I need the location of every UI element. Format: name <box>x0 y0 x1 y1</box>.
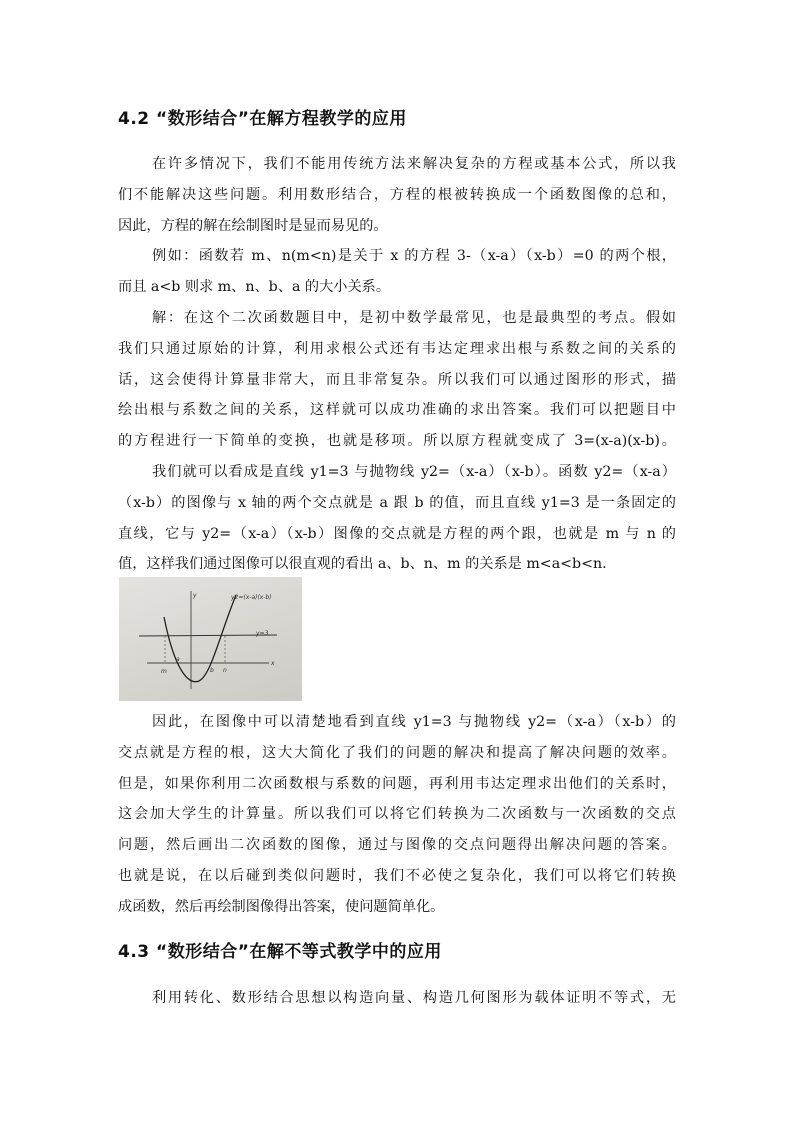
paragraph-line: 因此，在图像中可以清楚地看到直线 y1=3 与抛物线 y2=（x-a）（x-b）的 <box>152 714 676 730</box>
paragraph-line: （x-b）的图像与 x 轴的两个交点就是 a 跟 b 的值，而且直线 y1=3 是一条固定的 <box>118 495 676 511</box>
a-label: a <box>176 656 180 663</box>
section-heading-4-3: 4.3 “数形结合”在解不等式教学中的应用 <box>118 942 442 962</box>
paragraph-line: 解：在这个二次函数题目中，是初中数学最常见，也是最典型的考点。假如 <box>152 310 676 326</box>
paragraph-line: 交点就是方程的根，这大大简化了我们的问题的解决和提高了解决问题的效率。 <box>118 745 676 761</box>
b-label: b <box>210 667 214 674</box>
paragraph-line: 这会加大学生的计算量。所以我们可以将它们转换为二次函数与一次函数的交点 <box>118 806 676 822</box>
hand-drawn-graph-image <box>119 577 302 701</box>
paragraph-line: 我们就可以看成是直线 y1=3 与抛物线 y2=（x-a）（x-b）。函数 y2=（x-a） <box>152 464 676 480</box>
paragraph-line: 成函数，然后再绘制图像得出答案，使问题简单化。 <box>118 899 445 915</box>
paragraph-line: 而且 a<b 则求 m、n、b、a 的大小关系。 <box>118 279 391 295</box>
paragraph-line: 问题，然后画出二次函数的图像，通过与图像的交点问题得出解决问题的答案。 <box>118 837 676 853</box>
paragraph-line: 因此，方程的解在绘制图时是显而易见的。 <box>118 218 388 234</box>
paragraph-line: 话，这会使得计算量非常大，而且非常复杂。所以我们可以通过图形的形式，描 <box>118 372 676 388</box>
paragraph-line: 例如：函数若 m、n(m<n)是关于 x 的方程 3-（x-a）（x-b）=0 的两个根， <box>152 248 676 264</box>
paragraph-line: 直线，它与 y2=（x-a）（x-b）图像的交点就是方程的两个跟，也就是 m 与 n 的 <box>118 526 676 542</box>
paragraph-line: 的方程进行一下简单的变换，也就是移项。所以原方程就变成了 3=(x-a)(x-b)。 <box>118 433 676 449</box>
paragraph-line: 们不能解决这些问题。利用数形结合，方程的根被转换成一个函数图像的总和， <box>118 187 676 203</box>
graph-sketch <box>119 577 302 701</box>
paragraph-line: 在许多情况下，我们不能用传统方法来解决复杂的方程或基本公式，所以我 <box>152 156 676 172</box>
paragraph-line: 我们只通过原始的计算，利用求根公式还有韦达定理求出根与系数之间的关系的 <box>118 341 676 357</box>
y-axis-label: y <box>193 592 197 599</box>
x-axis-label: x <box>271 660 275 667</box>
paragraph-line: 但是，如果你利用二次函数根与系数的问题，再利用韦达定理求出他们的关系时， <box>118 776 676 792</box>
m-label: m <box>161 668 167 675</box>
paragraph-line: 利用转化、数形结合思想以构造向量、构造几何图形为载体证明不等式，无 <box>152 990 676 1006</box>
parabola-label: y2=(x-a)(x-b) <box>231 594 272 601</box>
line-y3-label: y=3 <box>256 630 269 637</box>
paragraph-line: 绘出根与系数之间的关系，这样就可以成功准确的求出答案。我们可以把题目中 <box>118 402 676 418</box>
section-heading-4-2: 4.2 “数形结合”在解方程教学的应用 <box>118 109 407 129</box>
paragraph-line: 值，这样我们通过图像可以很直观的看出 a、b、n、m 的关系是 m<a<b<n. <box>118 556 607 572</box>
paragraph-line: 也就是说，在以后碰到类似问题时，我们不必使之复杂化，我们可以将它们转换 <box>118 868 676 884</box>
n-label: n <box>223 667 227 674</box>
